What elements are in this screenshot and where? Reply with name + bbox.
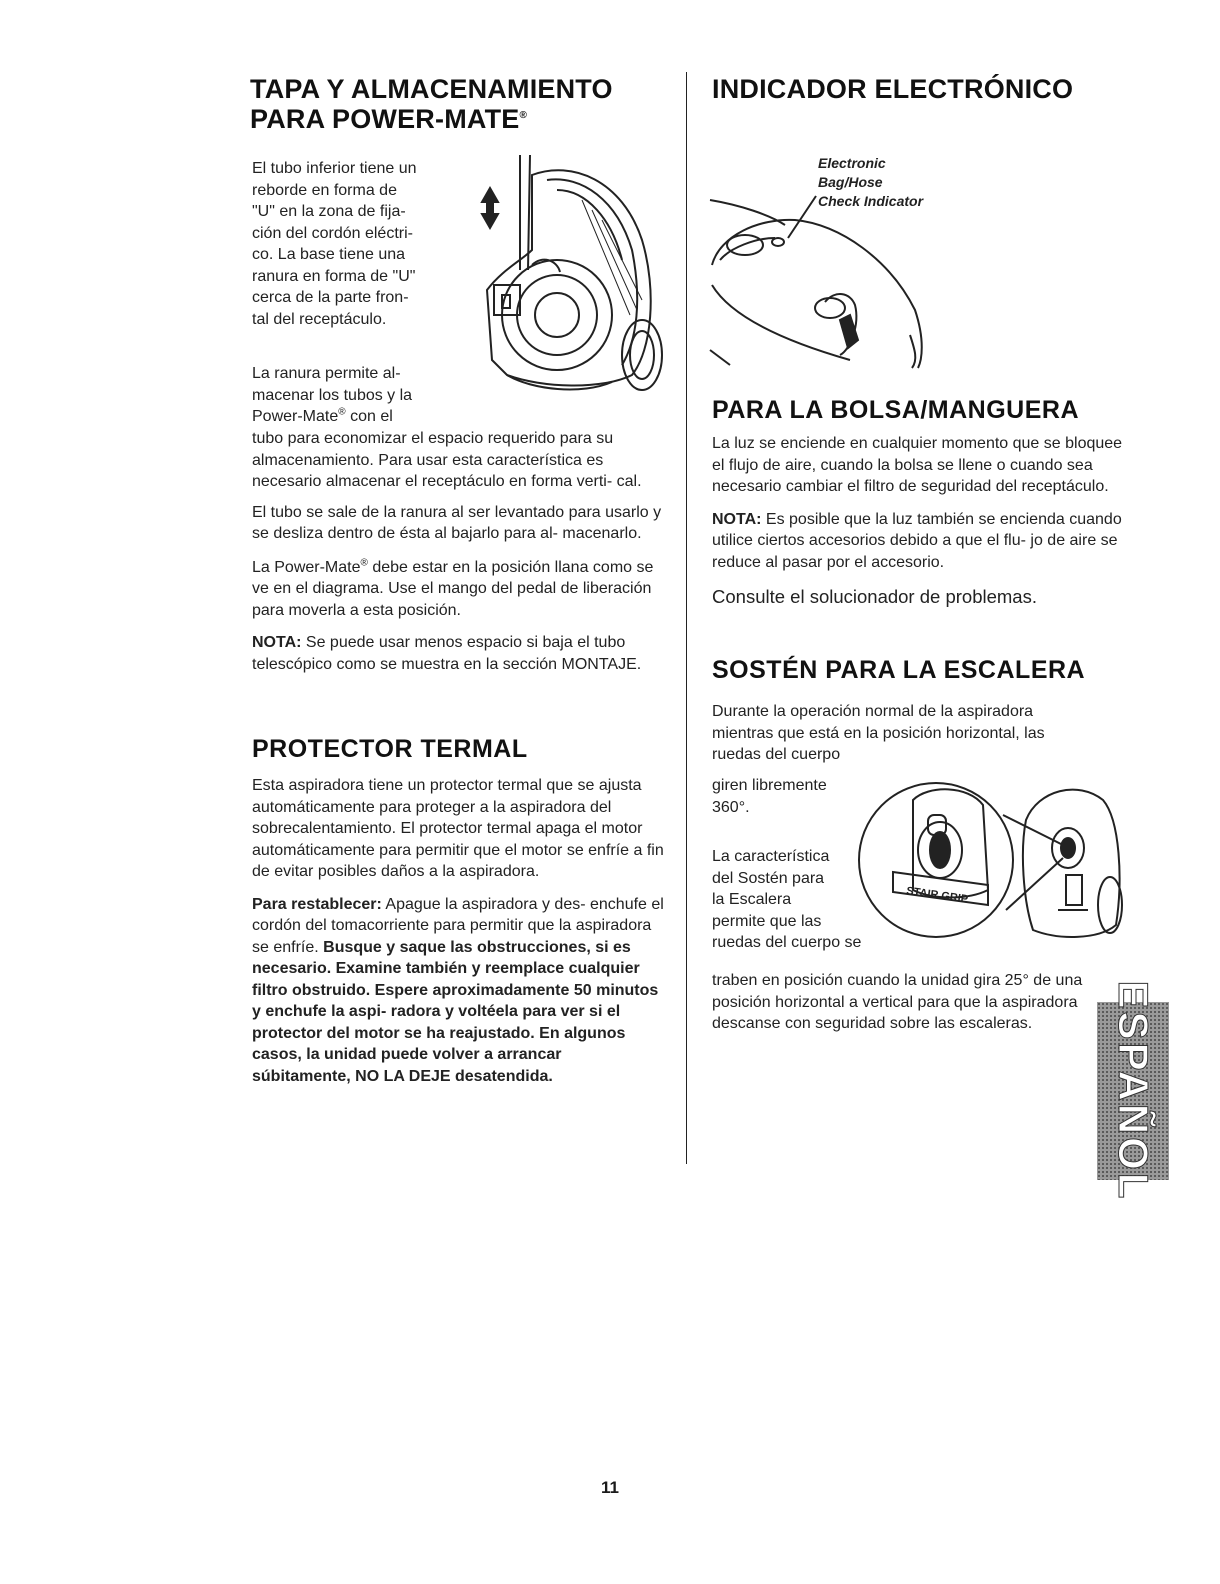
page-number: 11 [601,1478,619,1497]
right-column [712,74,1122,104]
reset-paragraph [252,894,664,1088]
stair-grip-label: STAIR GRIP [905,885,969,906]
line: permite que las [712,912,822,930]
reset-text: Apague la aspiradora y des- enchufe el cordón del tomacorriente para permitir que la aspiradora se enfríe. [252,895,664,956]
language-tab-label: ESPAÑOL [1110,980,1157,1202]
line: cerca de la parte fron- [252,289,409,306]
line: ruedas del cuerpo [712,746,841,763]
callout-line: Electronic [818,155,886,171]
storage-intro-paragraph [252,158,452,330]
bag-paragraph: La luz se enciende en cualquier momento que se bloquee el flujo de aire, cuando la bolsa se llene o cuando sea necesario cambiar el filtro de seguridad del receptáculo. [712,435,1123,495]
bag-section [712,396,1124,609]
left-column [250,74,662,134]
storage-heading-line2: PARA POWER-MATE [250,104,520,134]
vacuum-storage-illustration [462,150,667,395]
tube-slot-paragraph: El tubo se sale de la ranura al ser levantado para usarlo y se desliza dentro de ésta al bajarlo para al- macenarlo. [252,503,662,542]
line: reborde en forma de [252,181,397,199]
reset-label: Para restablecer: [252,895,382,913]
stair-grip-illustration [858,740,1126,950]
thermal-paragraph: Esta aspiradora tiene un protector termal que se ajusta automáticamente para proteger a la aspiradora del sobrecalentamiento. El protector termal apaga el motor automáticamente para permitir que el motor se enfríe a fin de evitar posibles daños a la aspiradora. [252,777,664,880]
storage-note [252,632,664,675]
storage-heading-line1: TAPA Y ALMACENAMIENTO [250,74,613,104]
line: ción del cordón eléctri- [252,224,413,242]
line: ruedas del cuerpo se [712,934,862,951]
line: macenar los tubos y la [252,386,413,404]
registered-mark: ® [519,110,528,121]
registered-mark: ® [338,406,346,418]
indicator-illustration [700,190,940,370]
thermal-section [252,735,664,1087]
bag-note [712,509,1124,574]
note-label: NOTA: [712,510,762,528]
line: La característica [712,848,830,865]
storage-heading [250,74,662,134]
line: "U" en la zona de fija- [252,203,406,220]
note-text: Se puede usar menos espacio si baja el tubo telescópico como se muestra en la sección MONTAJE. [252,634,642,673]
line: la Escalera [712,891,792,908]
callout-line: Bag/Hose [818,174,883,190]
with-text: con el [350,408,393,425]
registered-mark: ® [360,557,368,569]
storage-continuation [252,428,664,675]
line: tal del receptáculo. [252,310,387,328]
power-mate-text: La Power-Mate [252,558,361,576]
stair-paragraph-rest [712,970,1097,1035]
indicator-heading: INDICADOR ELECTRÓNICO [712,74,1074,104]
line: ranura en forma de "U" [252,267,416,285]
note-text: Es posible que la luz también se encienda cuando utilice ciertos accesorios debido a que el flu- jo de aire se reduce al pasar por el accesorio. [712,510,1122,571]
stair-paragraph-mid [712,775,862,818]
column-divider [686,72,687,1164]
storage-slot-paragraph-rest: tubo para economizar el espacio requerido para su almacenamiento. Para usar esta característica es necesario almacenar el receptáculo en forma verti- cal. [252,430,642,490]
power-mate-position-paragraph [252,557,664,622]
callout-line: Check Indicator [818,193,924,209]
line: del Sostén para [712,869,825,887]
language-tab [1097,980,1169,1202]
stair-section [712,656,1124,684]
stair-rest-text: traben en posición cuando la unidad gira 25° de una posición horizontal a vertical para que la aspiradora descanse con seguridad sobre las escaleras. [712,972,1083,1032]
note-label: NOTA: [252,634,302,651]
line: 360°. [712,798,750,816]
line: mientras que está en la posición horizontal, las [712,724,1045,742]
line: La ranura permite al- [252,365,401,382]
line: El tubo inferior tiene un [252,160,417,177]
consult-troubleshooter: Consulte el solucionador de problemas. [712,586,1037,607]
line: Durante la operación normal de la aspiradora [712,703,1034,720]
line: co. La base tiene una [252,246,406,263]
line [252,406,464,428]
power-mate-text: Power-Mate [252,408,339,425]
thermal-heading: PROTECTOR TERMAL [252,735,528,763]
bag-heading: PARA LA BOLSA/MANGUERA [712,396,1080,424]
stair-heading: SOSTÉN PARA LA ESCALERA [712,656,1086,684]
storage-slot-paragraph [252,363,464,428]
reset-warning: Busque y saque las obstrucciones, si es necesario. Examine también y reemplace cualquier filtro obstruido. Espere aproximadamente 50 minutos y enchufe la aspi- radora y voltéela para ver si el protector del motor se ha reajustado. En algunos casos, la unidad puede volver a arrancar súbitamente, NO LA DEJE desatendida. [252,938,659,1085]
line: giren libremente [712,777,827,794]
position-text: debe estar en la posición llana como se ve en el diagrama. Use el mango del pedal de liberación para moverla a esta posición. [252,558,654,619]
